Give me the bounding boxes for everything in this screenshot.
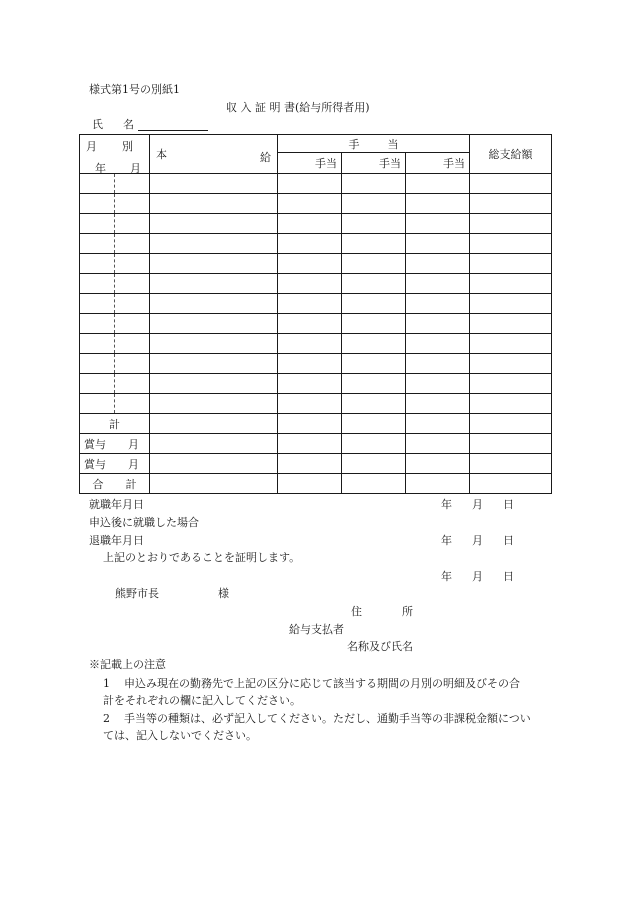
month-cell[interactable] <box>115 194 150 214</box>
year-cell[interactable] <box>80 214 115 234</box>
allowance-cell[interactable] <box>406 394 470 414</box>
payer-name-label: 名称及び氏名 <box>347 640 413 653</box>
year-cell[interactable] <box>80 354 115 374</box>
bonus-row <box>80 454 552 474</box>
allowance-cell[interactable] <box>278 414 342 434</box>
table-row <box>80 294 552 314</box>
allowance-cell[interactable] <box>278 374 342 394</box>
base-pay-cell[interactable] <box>150 334 278 354</box>
base-pay-cell[interactable] <box>150 354 278 374</box>
note-item-continued: 計をそれぞれの欄に記入してください。 <box>103 694 301 707</box>
month-cell[interactable] <box>115 294 150 314</box>
allowance-cell[interactable] <box>406 454 470 474</box>
name-field-line[interactable] <box>138 130 208 131</box>
total-pay-cell[interactable] <box>470 214 552 234</box>
allowance-subheader[interactable]: 手当 <box>406 153 470 174</box>
base-pay-cell[interactable] <box>150 214 278 234</box>
allowance-cell[interactable] <box>406 214 470 234</box>
allowance-cell[interactable] <box>342 254 406 274</box>
allowance-cell[interactable] <box>278 334 342 354</box>
table-row <box>80 234 552 254</box>
total-pay-cell[interactable] <box>470 234 552 254</box>
table-row <box>80 314 552 334</box>
month-cell[interactable] <box>115 314 150 334</box>
bonus-row <box>80 434 552 454</box>
month-cell[interactable] <box>115 374 150 394</box>
subtotal-row-label: 計 <box>80 414 150 434</box>
allowance-cell[interactable] <box>342 374 406 394</box>
total-pay-cell[interactable] <box>470 314 552 334</box>
base-pay-cell[interactable] <box>150 394 278 414</box>
payer-label: 給与支払者 <box>289 623 344 636</box>
allowance-cell[interactable] <box>406 294 470 314</box>
allowance-cell[interactable] <box>278 294 342 314</box>
allowance-cell[interactable] <box>278 234 342 254</box>
address-label: 住 所 <box>351 605 413 618</box>
allowance-cell[interactable] <box>278 354 342 374</box>
allowance-cell[interactable] <box>406 174 470 194</box>
allowance-cell[interactable] <box>342 234 406 254</box>
bonus-row-label: 賞与 月 <box>80 434 150 454</box>
document-title: 収 入 証 明 書(給与所得者用) <box>226 101 370 114</box>
allowance-cell[interactable] <box>278 274 342 294</box>
base-pay-header: 本 給 <box>150 135 278 174</box>
allowance-cell[interactable] <box>342 274 406 294</box>
allowance-subheader[interactable]: 手当 <box>278 153 342 174</box>
allowance-cell[interactable] <box>342 414 406 434</box>
name-label: 氏 名 <box>92 118 134 131</box>
allowance-cell[interactable] <box>406 354 470 374</box>
base-pay-cell[interactable] <box>150 374 278 394</box>
form-number: 様式第1号の別紙1 <box>89 83 180 96</box>
total-pay-cell[interactable] <box>470 254 552 274</box>
bonus-row-label: 賞与 月 <box>80 454 150 474</box>
hire-date-units[interactable]: 年 月 日 <box>441 498 514 511</box>
base-pay-cell[interactable] <box>150 434 278 454</box>
base-pay-cell[interactable] <box>150 314 278 334</box>
certify-date-units[interactable]: 年 月 日 <box>441 570 514 583</box>
allowance-cell[interactable] <box>278 174 342 194</box>
base-pay-cell[interactable] <box>150 174 278 194</box>
total-pay-cell[interactable] <box>470 334 552 354</box>
year-cell[interactable] <box>80 174 115 194</box>
income-table <box>79 134 552 494</box>
leave-date-label: 退職年月日 <box>89 534 144 547</box>
allowance-cell[interactable] <box>342 454 406 474</box>
grand-total-row <box>80 474 552 494</box>
year-cell[interactable] <box>80 294 115 314</box>
honorific: 様 <box>218 587 229 600</box>
year-cell[interactable] <box>80 374 115 394</box>
base-pay-cell[interactable] <box>150 274 278 294</box>
allowance-header: 手当 <box>278 135 470 153</box>
year-cell[interactable] <box>80 314 115 334</box>
allowance-cell[interactable] <box>406 194 470 214</box>
table-row <box>80 254 552 274</box>
base-pay-cell[interactable] <box>150 474 278 494</box>
year-cell[interactable] <box>80 274 115 294</box>
allowance-cell[interactable] <box>342 434 406 454</box>
total-pay-cell[interactable] <box>470 414 552 434</box>
subtotal-row <box>80 414 552 434</box>
allowance-cell[interactable] <box>278 454 342 474</box>
allowance-cell[interactable] <box>278 194 342 214</box>
year-cell[interactable] <box>80 334 115 354</box>
table-row <box>80 394 552 414</box>
allowance-cell[interactable] <box>406 374 470 394</box>
total-pay-cell[interactable] <box>470 354 552 374</box>
allowance-cell[interactable] <box>406 274 470 294</box>
after-application-label: 申込後に就職した場合 <box>89 516 199 529</box>
note-item: 1 申込み現在の勤務先で上記の区分に応じて該当する期間の月別の明細及びその合 <box>103 677 520 690</box>
allowance-cell[interactable] <box>342 334 406 354</box>
table-row <box>80 194 552 214</box>
month-cell[interactable] <box>115 174 150 194</box>
total-pay-cell[interactable] <box>470 194 552 214</box>
grand-total-row-label: 合 計 <box>80 474 150 494</box>
allowance-subheader[interactable]: 手当 <box>342 153 406 174</box>
note-item-continued: ては、記入しないでください。 <box>103 729 257 742</box>
month-cell[interactable] <box>115 354 150 374</box>
allowance-cell[interactable] <box>406 334 470 354</box>
note-item: 2 手当等の種類は、必ず記入してください。ただし、通勤手当等の非課税金額につい <box>103 712 531 725</box>
year-cell[interactable] <box>80 234 115 254</box>
allowance-cell[interactable] <box>278 254 342 274</box>
total-pay-cell[interactable] <box>470 274 552 294</box>
allowance-cell[interactable] <box>342 394 406 414</box>
allowance-cell[interactable] <box>342 174 406 194</box>
total-pay-header: 総支給額 <box>470 135 552 174</box>
base-pay-cell[interactable] <box>150 194 278 214</box>
table-row <box>80 174 552 194</box>
month-cell[interactable] <box>115 274 150 294</box>
allowance-cell[interactable] <box>342 354 406 374</box>
year-cell[interactable] <box>80 254 115 274</box>
total-pay-cell[interactable] <box>470 474 552 494</box>
allowance-cell[interactable] <box>278 314 342 334</box>
total-pay-cell[interactable] <box>470 454 552 474</box>
mayor-addressee: 熊野市長 <box>115 587 159 600</box>
table-row <box>80 354 552 374</box>
month-cell[interactable] <box>115 234 150 254</box>
month-cell[interactable] <box>115 254 150 274</box>
total-pay-cell[interactable] <box>470 434 552 454</box>
base-pay-cell[interactable] <box>150 294 278 314</box>
allowance-cell[interactable] <box>406 254 470 274</box>
total-pay-cell[interactable] <box>470 294 552 314</box>
table-row <box>80 214 552 234</box>
allowance-cell[interactable] <box>342 294 406 314</box>
total-pay-cell[interactable] <box>470 394 552 414</box>
allowance-cell[interactable] <box>278 394 342 414</box>
allowance-cell[interactable] <box>406 234 470 254</box>
leave-date-units[interactable]: 年 月 日 <box>441 534 514 547</box>
year-cell[interactable] <box>80 194 115 214</box>
month-cell[interactable] <box>115 394 150 414</box>
base-pay-cell[interactable] <box>150 234 278 254</box>
month-header: 月 別 年 月 <box>80 135 150 174</box>
hire-date-label: 就職年月日 <box>89 498 144 511</box>
base-pay-cell[interactable] <box>150 254 278 274</box>
allowance-cell[interactable] <box>406 414 470 434</box>
allowance-cell[interactable] <box>406 314 470 334</box>
total-pay-cell[interactable] <box>470 374 552 394</box>
allowance-cell[interactable] <box>342 214 406 234</box>
table-row <box>80 334 552 354</box>
allowance-cell[interactable] <box>342 474 406 494</box>
table-row <box>80 374 552 394</box>
certify-statement: 上記のとおりであることを証明します。 <box>103 551 301 564</box>
notes-title: ※記載上の注意 <box>89 658 166 671</box>
allowance-cell[interactable] <box>342 194 406 214</box>
allowance-cell[interactable] <box>278 474 342 494</box>
allowance-cell[interactable] <box>278 214 342 234</box>
table-row <box>80 274 552 294</box>
month-cell[interactable] <box>115 334 150 354</box>
year-cell[interactable] <box>80 394 115 414</box>
allowance-cell[interactable] <box>342 314 406 334</box>
month-cell[interactable] <box>115 214 150 234</box>
allowance-cell[interactable] <box>406 434 470 454</box>
base-pay-cell[interactable] <box>150 454 278 474</box>
base-pay-cell[interactable] <box>150 414 278 434</box>
total-pay-cell[interactable] <box>470 174 552 194</box>
allowance-cell[interactable] <box>278 434 342 454</box>
allowance-cell[interactable] <box>406 474 470 494</box>
